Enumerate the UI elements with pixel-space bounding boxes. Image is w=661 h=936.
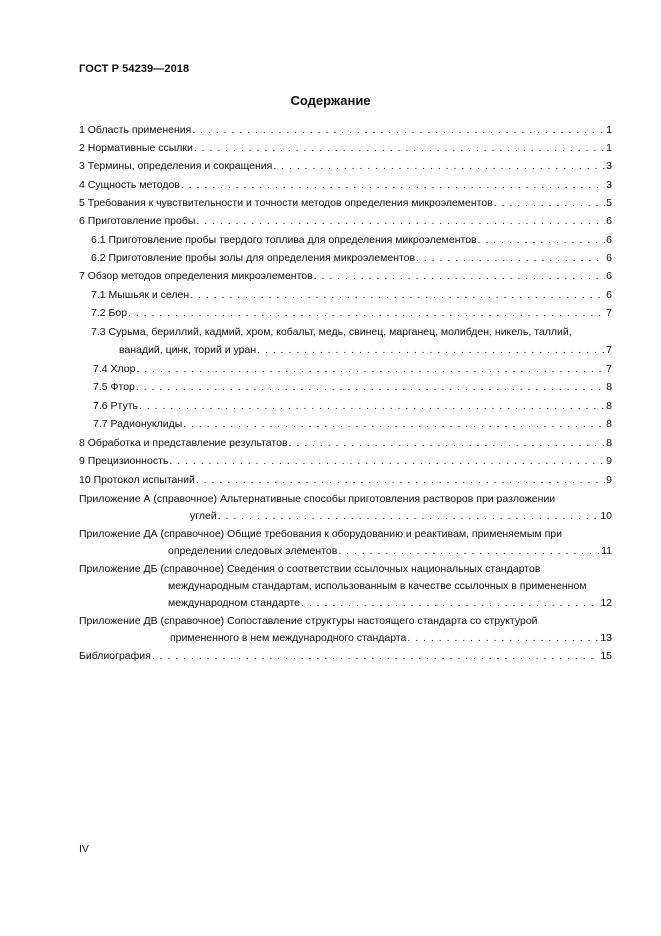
- toc-entry-text: Библиография: [79, 650, 151, 662]
- toc-entry-text: 6.2 Приготовление пробы золы для определения микроэлементов: [91, 252, 416, 264]
- toc-subentry[interactable]: [93, 399, 612, 414]
- toc-entry-text: ванадий, цинк, торий и уран: [119, 344, 257, 356]
- toc-page-number: 12: [600, 597, 612, 609]
- toc-subentry[interactable]: [91, 306, 612, 321]
- leader-dots: [190, 288, 605, 303]
- toc-subentry[interactable]: [91, 251, 612, 266]
- leader-dots: [273, 159, 605, 174]
- leader-dots: [136, 380, 605, 395]
- toc-entry-text: 7.4 Хлор: [93, 363, 136, 375]
- leader-dots: [128, 306, 605, 321]
- toc-entry-text: 6.1 Приготовление пробы твердого топлива для определения микроэлементов: [91, 234, 477, 246]
- toc-entry-text: 10 Протокол испытаний: [79, 474, 195, 486]
- toc-page-number: 8: [606, 381, 612, 393]
- toc-page-number: 9: [606, 474, 612, 486]
- toc-entry[interactable]: [79, 473, 612, 488]
- toc-page-number: 6: [606, 215, 612, 227]
- leader-dots: [257, 343, 605, 358]
- toc-entry-text: 4 Сущность методов: [79, 179, 180, 191]
- toc-entry-text: 9 Прецизионность: [79, 455, 169, 467]
- toc-appendix-entry[interactable]: [79, 562, 612, 611]
- leader-dots: [136, 362, 605, 377]
- leader-dots: [314, 269, 605, 284]
- page-title: Содержание: [290, 93, 371, 108]
- toc-page-number: 10: [600, 510, 612, 522]
- toc-subentry[interactable]: [93, 417, 612, 432]
- toc-page-number: 8: [606, 400, 612, 412]
- toc-entry-second-line: международным стандартам, использованным в качестве ссылочных в примененном: [168, 580, 587, 592]
- leader-dots: [152, 649, 599, 664]
- toc-subentry[interactable]: [91, 288, 612, 303]
- toc-entry-first-line: Приложение ДВ (справочное) Сопоставление структуры настоящего стандарта со структурой: [79, 615, 538, 627]
- leader-dots: [183, 417, 605, 432]
- leader-dots: [196, 473, 605, 488]
- toc-appendix-entry[interactable]: [79, 527, 612, 559]
- toc-page-number: 15: [600, 650, 612, 662]
- leader-dots: [181, 178, 605, 193]
- page-number: IV: [79, 843, 89, 855]
- toc-entry[interactable]: [79, 159, 612, 174]
- toc-entry[interactable]: [79, 123, 612, 138]
- toc-entry-text: 2 Нормативные ссылки: [79, 142, 193, 154]
- leader-dots: [301, 596, 599, 611]
- toc-entry-text: 5 Требования к чувствительности и точности методов определения микроэлементов: [79, 197, 493, 209]
- toc-entry-text: 7.1 Мышьяк и селен: [91, 289, 190, 301]
- toc-entry[interactable]: [79, 436, 612, 451]
- toc-page-number: 8: [606, 418, 612, 430]
- toc-page-number: 1: [606, 142, 612, 154]
- leader-dots: [338, 544, 600, 559]
- toc-page-number: 6: [606, 234, 612, 246]
- toc-subentry[interactable]: [93, 380, 612, 395]
- leader-dots: [289, 436, 606, 451]
- toc-entry-text: 7.6 Ртуть: [93, 400, 138, 412]
- toc-subentry[interactable]: [91, 325, 612, 358]
- toc-page-number: 6: [606, 252, 612, 264]
- toc-page-number: 13: [600, 632, 612, 644]
- leader-dots: [494, 196, 605, 211]
- toc-appendix-entry[interactable]: [79, 614, 612, 646]
- toc-entry-first-line: Приложение ДБ (справочное) Сведения о соответствии ссылочных национальных стандартов: [79, 563, 541, 575]
- toc-entry-text: международном стандарте: [168, 597, 301, 609]
- toc-page-number: 7: [606, 344, 612, 356]
- leader-dots: [218, 509, 600, 524]
- leader-dots: [139, 399, 605, 414]
- toc-subentry[interactable]: [93, 362, 612, 377]
- leader-dots: [478, 233, 606, 248]
- toc-entry-text: определении следовых элементов: [168, 545, 338, 557]
- toc-entry-text: 3 Термины, определения и сокращения: [79, 160, 273, 172]
- toc-entry-text: 7.5 Фтор: [93, 381, 135, 393]
- toc-page-number: 7: [606, 307, 612, 319]
- toc-entry[interactable]: [79, 214, 612, 229]
- toc-page-number: 6: [606, 289, 612, 301]
- toc-entry-first-line: Приложение А (справочное) Альтернативные способы приготовления растворов при разложении: [79, 493, 556, 505]
- toc-page-number: 6: [606, 270, 612, 282]
- toc-page-number: 3: [606, 179, 612, 191]
- leader-dots: [169, 454, 605, 469]
- toc-page-number: 3: [606, 160, 612, 172]
- toc-subentry[interactable]: [91, 233, 612, 248]
- leader-dots: [407, 631, 599, 646]
- toc-page-number: 8: [606, 437, 612, 449]
- toc-entry[interactable]: [79, 649, 612, 664]
- toc-entry-first-line: 7.3 Сурьма, бериллий, кадмий, хром, кобальт, медь, свинец, марганец, молибден, никель, таллий,: [91, 326, 572, 338]
- toc-entry-text: углей: [190, 510, 217, 522]
- toc-appendix-entry[interactable]: [79, 492, 612, 524]
- toc-page-number: 9: [606, 455, 612, 467]
- leader-dots: [192, 123, 605, 138]
- toc-entry-text: 6 Приготовление пробы: [79, 215, 196, 227]
- toc-entry[interactable]: [79, 178, 612, 193]
- toc-entry-text: примененного в нем международного стандарта: [170, 632, 407, 644]
- toc-entry[interactable]: [79, 141, 612, 156]
- toc-entry-first-line: Приложение ДА (справочное) Общие требования к оборудованию и реактивам, применяемым при: [79, 528, 562, 540]
- toc-entry[interactable]: [79, 196, 612, 211]
- toc-entry-text: 7 Обзор методов определения микроэлементов: [79, 270, 313, 282]
- toc-entry-text: 8 Обработка и представление результатов: [79, 437, 288, 449]
- toc-entry-text: 7.7 Радионуклиды: [93, 418, 183, 430]
- document-header: ГОСТ Р 54239—2018: [79, 63, 190, 75]
- leader-dots: [416, 251, 605, 266]
- toc-entry[interactable]: [79, 454, 612, 469]
- toc-entry[interactable]: [79, 269, 612, 284]
- toc-entry-text: 1 Область применения: [79, 124, 192, 136]
- toc-entry-text: 7.2 Бор: [91, 307, 128, 319]
- toc-page-number: 11: [601, 545, 612, 557]
- toc-page-number: 5: [606, 197, 612, 209]
- leader-dots: [196, 214, 605, 229]
- toc-page-number: 1: [606, 124, 612, 136]
- leader-dots: [194, 141, 605, 156]
- toc-page-number: 7: [606, 363, 612, 375]
